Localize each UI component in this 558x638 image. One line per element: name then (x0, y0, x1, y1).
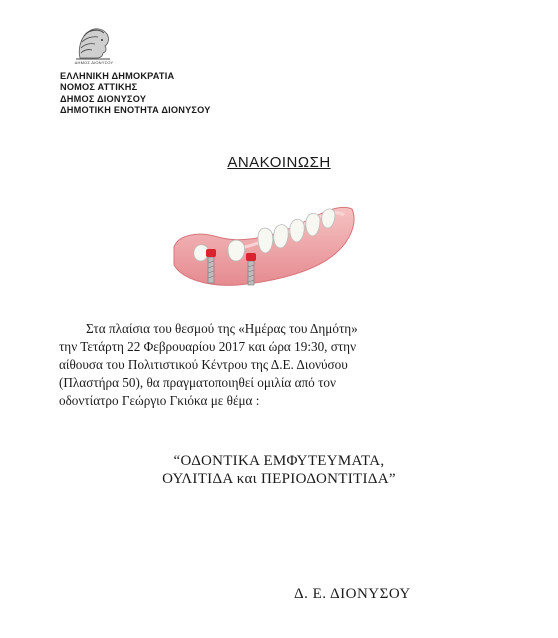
header-line-prefecture: ΝΟΜΟΣ ΑΤΤΙΚΗΣ (60, 82, 138, 93)
municipality-logo (70, 24, 116, 64)
header-line-municipality: ΔΗΜΟΣ ΔΙΟΝΥΣΟΥ (60, 93, 147, 104)
dental-implant-illustration (168, 195, 358, 295)
body-line: οδοντίατρο Γεώργιο Γκιόκα με θέμα : (59, 393, 260, 408)
talk-subject (0, 452, 558, 488)
body-line: την Τετάρτη 22 Φεβρουαρίου 2017 και ώρα 19:30, στην (59, 339, 357, 354)
body-line: (Πλαστήρα 50), θα πραγματοποιηθεί ομιλία από τον (59, 375, 336, 390)
announcement-body (59, 320, 458, 410)
announcement-title: ΑΝΑΚΟΙΝΩΣΗ (227, 154, 331, 171)
signature: Δ. Ε. ΔΙΟΝΥΣΟΥ (294, 586, 411, 602)
subject-line-2: ΟΥΛΙΤΙΔΑ και ΠΕΡΙΟΔΟΝΤΙΤΙΔΑ” (162, 471, 396, 487)
subject-line-1: “ΟΔΟΝΤΙΚΑ ΕΜΦΥΤΕΥΜΑΤΑ, (173, 453, 385, 469)
issuer-header (60, 71, 211, 117)
header-line-unit: ΔΗΜΟΤΙΚΗ ΕΝΟΤΗΤΑ ΔΙΟΝΥΣΟΥ (60, 105, 211, 116)
logo-caption: ΔΗΜΟΣ ΔΙΟΝΥΣΟΥ (74, 60, 114, 65)
body-line: Στα πλαίσια του θεσμού της «Ημέρας του Δημότη» (86, 321, 358, 336)
header-line-republic: ΕΛΛΗΝΙΚΗ ΔΗΜΟΚΡΑΤΙΑ (60, 71, 175, 81)
body-line: αίθουσα του Πολιτιστικού Κέντρου της Δ.Ε. Διονύσου (59, 357, 348, 372)
